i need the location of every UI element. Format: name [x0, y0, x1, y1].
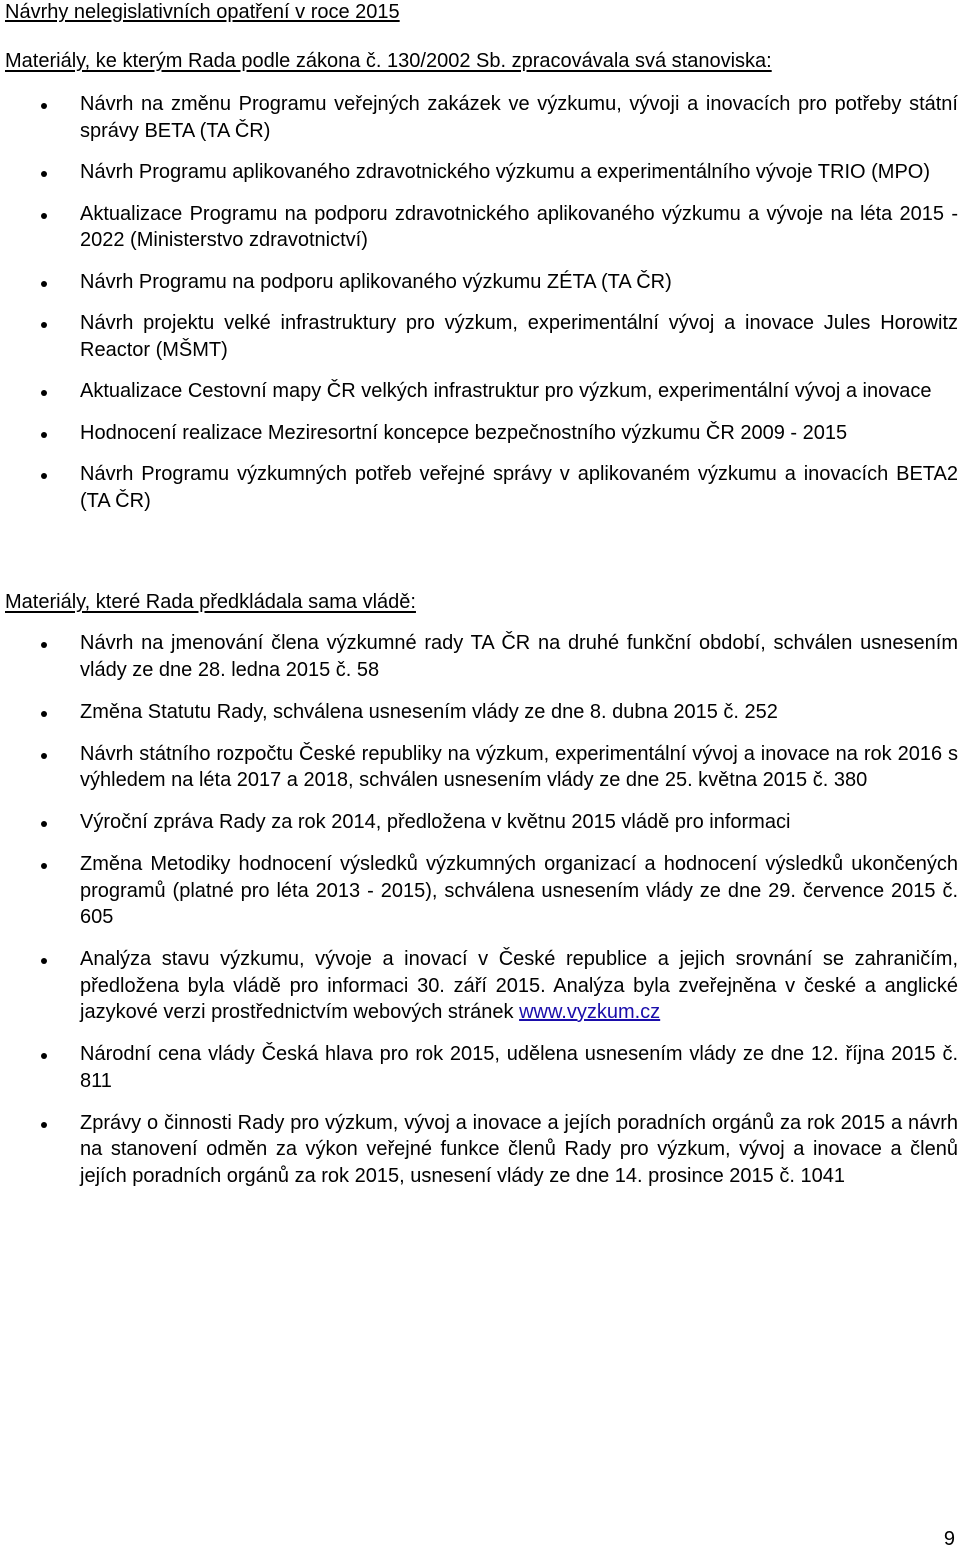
bullet-icon [41, 821, 47, 827]
list-item-text: Analýza stavu výzkumu, vývoje a inovací v České republice a jejich srovnání se zahraničím, předložena byla vládě pro informaci 30. září 2015. Analýza byla zveřejněna v české a anglické jazykové verzi prostřednictvím webových stránek [80, 948, 958, 1023]
vyzkum-website-link[interactable]: www.vyzkum.cz [519, 1001, 661, 1023]
list-item-text: Zprávy o činnosti Rady pro výzkum, vývoj a inovace a jejích poradních orgánů za rok 2015 a návrh na stanovení odměn za výkon veřejné funkce členů Rady pro výzkum, vývoj a inovace a členů jejích poradních orgánů za rok 2015, usnesení vlády ze dne 14. prosince 2015 č. 1041 [80, 1111, 958, 1187]
list-item [0, 741, 958, 794]
list-item-text: Aktualizace Programu na podporu zdravotnického aplikovaného výzkumu a vývoje na léta 2015 - 2022 (Ministerstvo zdravotnictví) [80, 202, 958, 251]
list-item [0, 159, 958, 186]
bullet-icon [41, 390, 47, 396]
list-item [0, 851, 958, 931]
list-item-text: Návrh projektu velké infrastruktury pro výzkum, experimentální vývoj a inovace Jules Horowitz Reactor (MŠMT) [80, 312, 958, 361]
list-item [0, 269, 958, 296]
list-item [0, 461, 958, 514]
bullet-icon [41, 171, 47, 177]
list-item-text: Návrh na jmenování člena výzkumné rady TA ČR na druhé funkční období, schválen usnesením vlády ze dne 28. ledna 2015 č. 58 [80, 632, 958, 681]
list-item [0, 1041, 958, 1094]
bullet-icon [41, 432, 47, 438]
list-item [0, 1110, 958, 1190]
list-item [0, 378, 958, 405]
section-title-opinions: Materiály, ke kterým Rada podle zákona č. 130/2002 Sb. zpracovávala svá stanoviska: [5, 50, 772, 72]
list-item-text: Návrh Programu na podporu aplikovaného výzkumu ZÉTA (TA ČR) [80, 270, 672, 293]
list-item-text: Aktualizace Cestovní mapy ČR velkých infrastruktur pro výzkum, experimentální vývoj a inovace [80, 380, 932, 402]
bullet-icon [41, 642, 47, 648]
government-list [0, 630, 960, 1205]
list-item [0, 420, 958, 447]
list-item-text: Změna Metodiky hodnocení výsledků výzkumných organizací a hodnocení výsledků ukončených programů (platné pro léta 2013 - 2015), schválena usnesením vlády ze dne 29. července 2015 č. 605 [80, 853, 958, 928]
page-number: 9 [943, 1528, 955, 1550]
list-item [0, 699, 958, 726]
bullet-icon [41, 281, 47, 287]
list-item [0, 201, 958, 254]
bullet-icon [41, 863, 47, 869]
bullet-icon [41, 103, 47, 109]
bullet-icon [41, 1122, 47, 1128]
bullet-icon [41, 711, 47, 717]
page-heading: Návrhy nelegislativních opatření v roce 2015 [5, 1, 400, 23]
bullet-icon [41, 753, 47, 759]
list-item-text: Návrh státního rozpočtu České republiky na výzkum, experimentální vývoj a inovace na rok 2016 s výhledem na léta 2017 a 2018, schválen usnesením vlády ze dne 25. května 2015 č. 380 [80, 742, 958, 791]
bullet-icon [41, 213, 47, 219]
list-item [0, 91, 958, 144]
list-item-text: Výroční zpráva Rady za rok 2014, předložena v květnu 2015 vládě pro informaci [80, 811, 791, 833]
list-item-text: Národní cena vlády Česká hlava pro rok 2015, udělena usnesením vlády ze dne 12. října 2015 č. 811 [80, 1043, 958, 1092]
list-item-text: Návrh na změnu Programu veřejných zakázek ve výzkumu, vývoji a inovacích pro potřeby státní správy BETA (TA ČR) [80, 93, 958, 142]
bullet-icon [41, 322, 47, 328]
section-title-government: Materiály, které Rada předkládala sama vládě: [5, 591, 416, 613]
list-item-text: Změna Statutu Rady, schválena usnesením vlády ze dne 8. dubna 2015 č. 252 [80, 700, 778, 723]
list-item-text: Návrh Programu aplikovaného zdravotnického výzkumu a experimentálního vývoje TRIO (MPO) [80, 161, 930, 183]
bullet-icon [41, 1053, 47, 1059]
list-item-text: Návrh Programu výzkumných potřeb veřejné správy v aplikovaném výzkumu a inovacích BETA2 (TA ČR) [80, 463, 958, 512]
bullet-icon [41, 958, 47, 964]
list-item [0, 630, 958, 683]
opinions-list [0, 91, 960, 529]
bullet-icon [41, 473, 47, 479]
list-item [0, 809, 958, 836]
list-item-text: Hodnocení realizace Meziresortní koncepce bezpečnostního výzkumu ČR 2009 - 2015 [80, 421, 848, 444]
list-item [0, 946, 958, 1026]
list-item [0, 310, 958, 363]
